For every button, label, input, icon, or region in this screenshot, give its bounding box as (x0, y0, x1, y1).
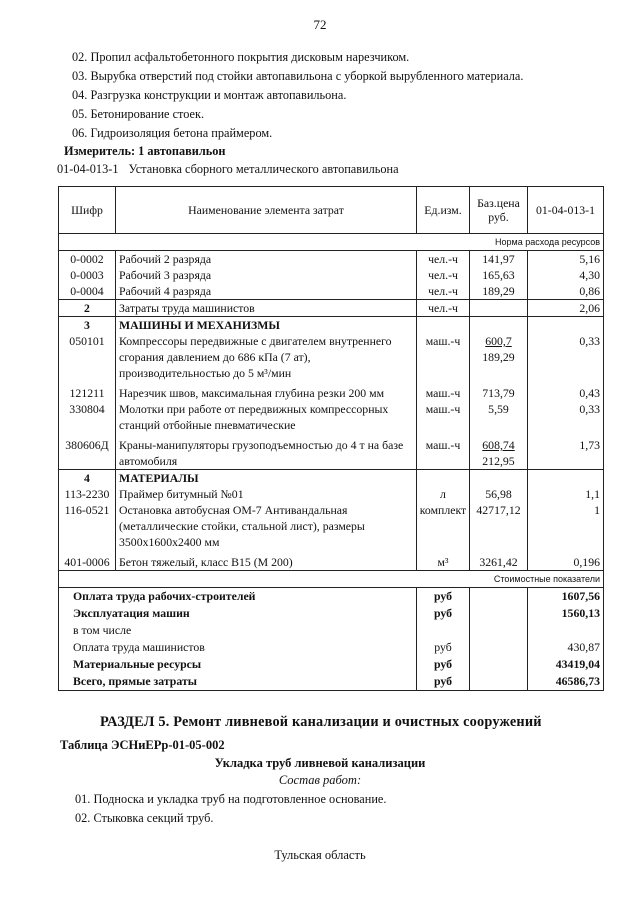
cell-price (470, 300, 528, 317)
table-row (59, 267, 604, 283)
summary-value: 46586,73 (528, 673, 604, 691)
cell-code: 380606Д (59, 433, 116, 470)
list-item: 02. Стыковка секций труб. (75, 811, 214, 825)
cell-price (470, 317, 528, 334)
cell-unit: чел.-ч (417, 300, 470, 317)
cell-name: Молотки при работе от передвижных компрессорных станций отбойные пневматические (116, 401, 417, 433)
cell-price: 42717,12 (470, 502, 528, 550)
cell-unit: чел.-ч (417, 283, 470, 300)
cell-price: 165,63 (470, 267, 528, 283)
cell-price: 56,98 (470, 486, 528, 502)
cell-code: 121211 (59, 381, 116, 401)
price-primary: 608,74 (482, 438, 515, 452)
summary-value: 43419,04 (528, 656, 604, 673)
cell-name: Нарезчик швов, максимальная глубина резки 200 мм (116, 381, 417, 401)
list-item: 02. Пропил асфальтобетонного покрытия дисковым нарезчиком. (72, 50, 410, 64)
steps-list (75, 790, 386, 828)
cell-name: Рабочий 2 разряда (116, 251, 417, 268)
list-item: 05. Бетонирование стоек. (72, 107, 205, 121)
table-row (59, 401, 604, 433)
table-row (59, 502, 604, 550)
table-row (59, 283, 604, 300)
cell-name: Остановка автобусная ОМ-7 Антивандальная (металлические стойки, стальной лист), размеры 3500х1600х2400 мм (116, 502, 417, 550)
summary-empty (470, 605, 528, 622)
cell-unit: м³ (417, 550, 470, 571)
cell-unit: чел.-ч (417, 267, 470, 283)
cell-code: 116-0521 (59, 502, 116, 550)
cell-norm: 2,06 (528, 300, 604, 317)
cell-unit: комплект (417, 502, 470, 550)
cell-code: 3 (59, 317, 116, 334)
machinist-row (59, 300, 604, 317)
cell-price: 141,97 (470, 251, 528, 268)
summary-row (59, 588, 604, 606)
cell-price (470, 333, 528, 381)
summary-unit: руб (417, 639, 470, 656)
summary-empty (470, 656, 528, 673)
cell-name: Компрессоры передвижные с двигателем внутреннего сгорания давлением до 686 кПа (7 ат), производительностью до 5 м³/мин (116, 333, 417, 381)
cell-price: 189,29 (470, 283, 528, 300)
cell-name: Бетон тяжелый, класс В15 (М 200) (116, 550, 417, 571)
summary-row (59, 673, 604, 691)
table-row (59, 333, 604, 381)
cell-unit: л (417, 486, 470, 502)
cell-price: 5,59 (470, 401, 528, 433)
cell-norm: 1,73 (528, 433, 604, 470)
summary-value: 430,87 (528, 639, 604, 656)
summary-empty (470, 588, 528, 606)
cell-norm (528, 470, 604, 487)
summary-empty (470, 639, 528, 656)
summary-unit: руб (417, 656, 470, 673)
cell-unit (417, 470, 470, 487)
cell-norm: 1,1 (528, 486, 604, 502)
table-row (59, 433, 604, 470)
cell-unit: маш.-ч (417, 333, 470, 381)
summary-value: 1560,13 (528, 605, 604, 622)
cell-name: Затраты труда машинистов (116, 300, 417, 317)
table-row (59, 381, 604, 401)
section-title: РАЗДЕЛ 5. Ремонт ливневой канализации и очистных сооружений (100, 714, 542, 730)
cell-code: 401-0006 (59, 550, 116, 571)
cell-norm: 4,30 (528, 267, 604, 283)
cell-code: 2 (59, 300, 116, 317)
resource-subheader-row (59, 234, 604, 251)
cell-unit: маш.-ч (417, 433, 470, 470)
table-row (59, 251, 604, 268)
summary-row (59, 656, 604, 673)
summary-row (59, 622, 604, 639)
cell-price (470, 433, 528, 470)
cell-unit (417, 317, 470, 334)
summary-label: Эксплуатация машин (59, 605, 417, 622)
list-item: 03. Вырубка отверстий под стойки автопавильона с уборкой вырубленного материала. (72, 69, 524, 83)
cell-code: 0-0004 (59, 283, 116, 300)
summary-label: Всего, прямые затраты (59, 673, 417, 691)
cell-price: 713,79 (470, 381, 528, 401)
cell-name: Рабочий 3 разряда (116, 267, 417, 283)
summary-value (528, 622, 604, 639)
table-id: Таблица ЭСНиЕРр-01-05-002 (60, 738, 225, 752)
list-item: 01. Подноска и укладка труб на подготовленное основание. (75, 792, 387, 806)
cell-norm (528, 317, 604, 334)
work-list (72, 48, 523, 143)
cost-subheader-row (59, 571, 604, 588)
norm-title: Установка сборного металлического автопавильона (128, 162, 399, 176)
meter-label: Измеритель: 1 автопавильон (64, 144, 226, 158)
header-price: Баз.цена руб. (470, 187, 528, 234)
cell-unit: маш.-ч (417, 381, 470, 401)
cell-price (470, 470, 528, 487)
list-item: 04. Разгрузка конструкции и монтаж автопавильона. (72, 88, 347, 102)
cell-unit: чел.-ч (417, 251, 470, 268)
summary-empty (470, 622, 528, 639)
summary-value: 1607,56 (528, 588, 604, 606)
summary-unit: руб (417, 588, 470, 606)
norm-heading (57, 162, 409, 177)
page-number: 72 (313, 17, 327, 32)
price-primary: 600,7 (485, 334, 512, 348)
cell-code: 0-0002 (59, 251, 116, 268)
summary-label: Материальные ресурсы (59, 656, 417, 673)
table-row (59, 550, 604, 571)
summary-empty (470, 673, 528, 691)
summary-unit (417, 622, 470, 639)
resource-subheader: Норма расхода ресурсов (59, 234, 604, 251)
cell-norm: 5,16 (528, 251, 604, 268)
cell-code: 330804 (59, 401, 116, 433)
table-row (59, 486, 604, 502)
cell-norm: 0,33 (528, 333, 604, 381)
table-name: Укладка труб ливневой канализации (214, 756, 426, 770)
table-header-row (59, 187, 604, 234)
cell-code: 4 (59, 470, 116, 487)
header-code: Шифр (59, 187, 116, 234)
footer-region: Тульская область (274, 848, 366, 862)
summary-unit: руб (417, 673, 470, 691)
header-unit: Ед.изм. (417, 187, 470, 234)
cell-price: 3261,42 (470, 550, 528, 571)
summary-label: Оплата труда машинистов (59, 639, 417, 656)
composition-label: Состав работ: (278, 773, 362, 787)
summary-label: в том числе (59, 622, 417, 639)
summary-label: Оплата труда рабочих-строителей (59, 588, 417, 606)
section-row-materials (59, 470, 604, 487)
price-secondary: 189,29 (482, 350, 515, 364)
header-norm: 01-04-013-1 (528, 187, 604, 234)
cell-norm: 0,86 (528, 283, 604, 300)
cell-norm: 0,33 (528, 401, 604, 433)
cell-unit: маш.-ч (417, 401, 470, 433)
price-secondary: 212,95 (482, 454, 515, 468)
cell-code: 050101 (59, 333, 116, 381)
cell-name: МАТЕРИАЛЫ (116, 470, 417, 487)
cell-name: Краны-манипуляторы грузоподъемностью до 4 т на базе автомобиля (116, 433, 417, 470)
section-row-machines (59, 317, 604, 334)
summary-row (59, 639, 604, 656)
cell-name: Рабочий 4 разряда (116, 283, 417, 300)
summary-unit: руб (417, 605, 470, 622)
cell-norm: 0,196 (528, 550, 604, 571)
cell-code: 0-0003 (59, 267, 116, 283)
header-name: Наименование элемента затрат (116, 187, 417, 234)
cost-subheader: Стоимостные показатели (59, 571, 604, 588)
resource-table (58, 186, 604, 691)
summary-row (59, 605, 604, 622)
cell-code: 113-2230 (59, 486, 116, 502)
cell-norm: 1 (528, 502, 604, 550)
list-item: 06. Гидроизоляция бетона праймером. (72, 126, 273, 140)
cell-name: МАШИНЫ И МЕХАНИЗМЫ (116, 317, 417, 334)
cell-name: Праймер битумный №01 (116, 486, 417, 502)
norm-code: 01-04-013-1 (57, 162, 119, 176)
cell-norm: 0,43 (528, 381, 604, 401)
